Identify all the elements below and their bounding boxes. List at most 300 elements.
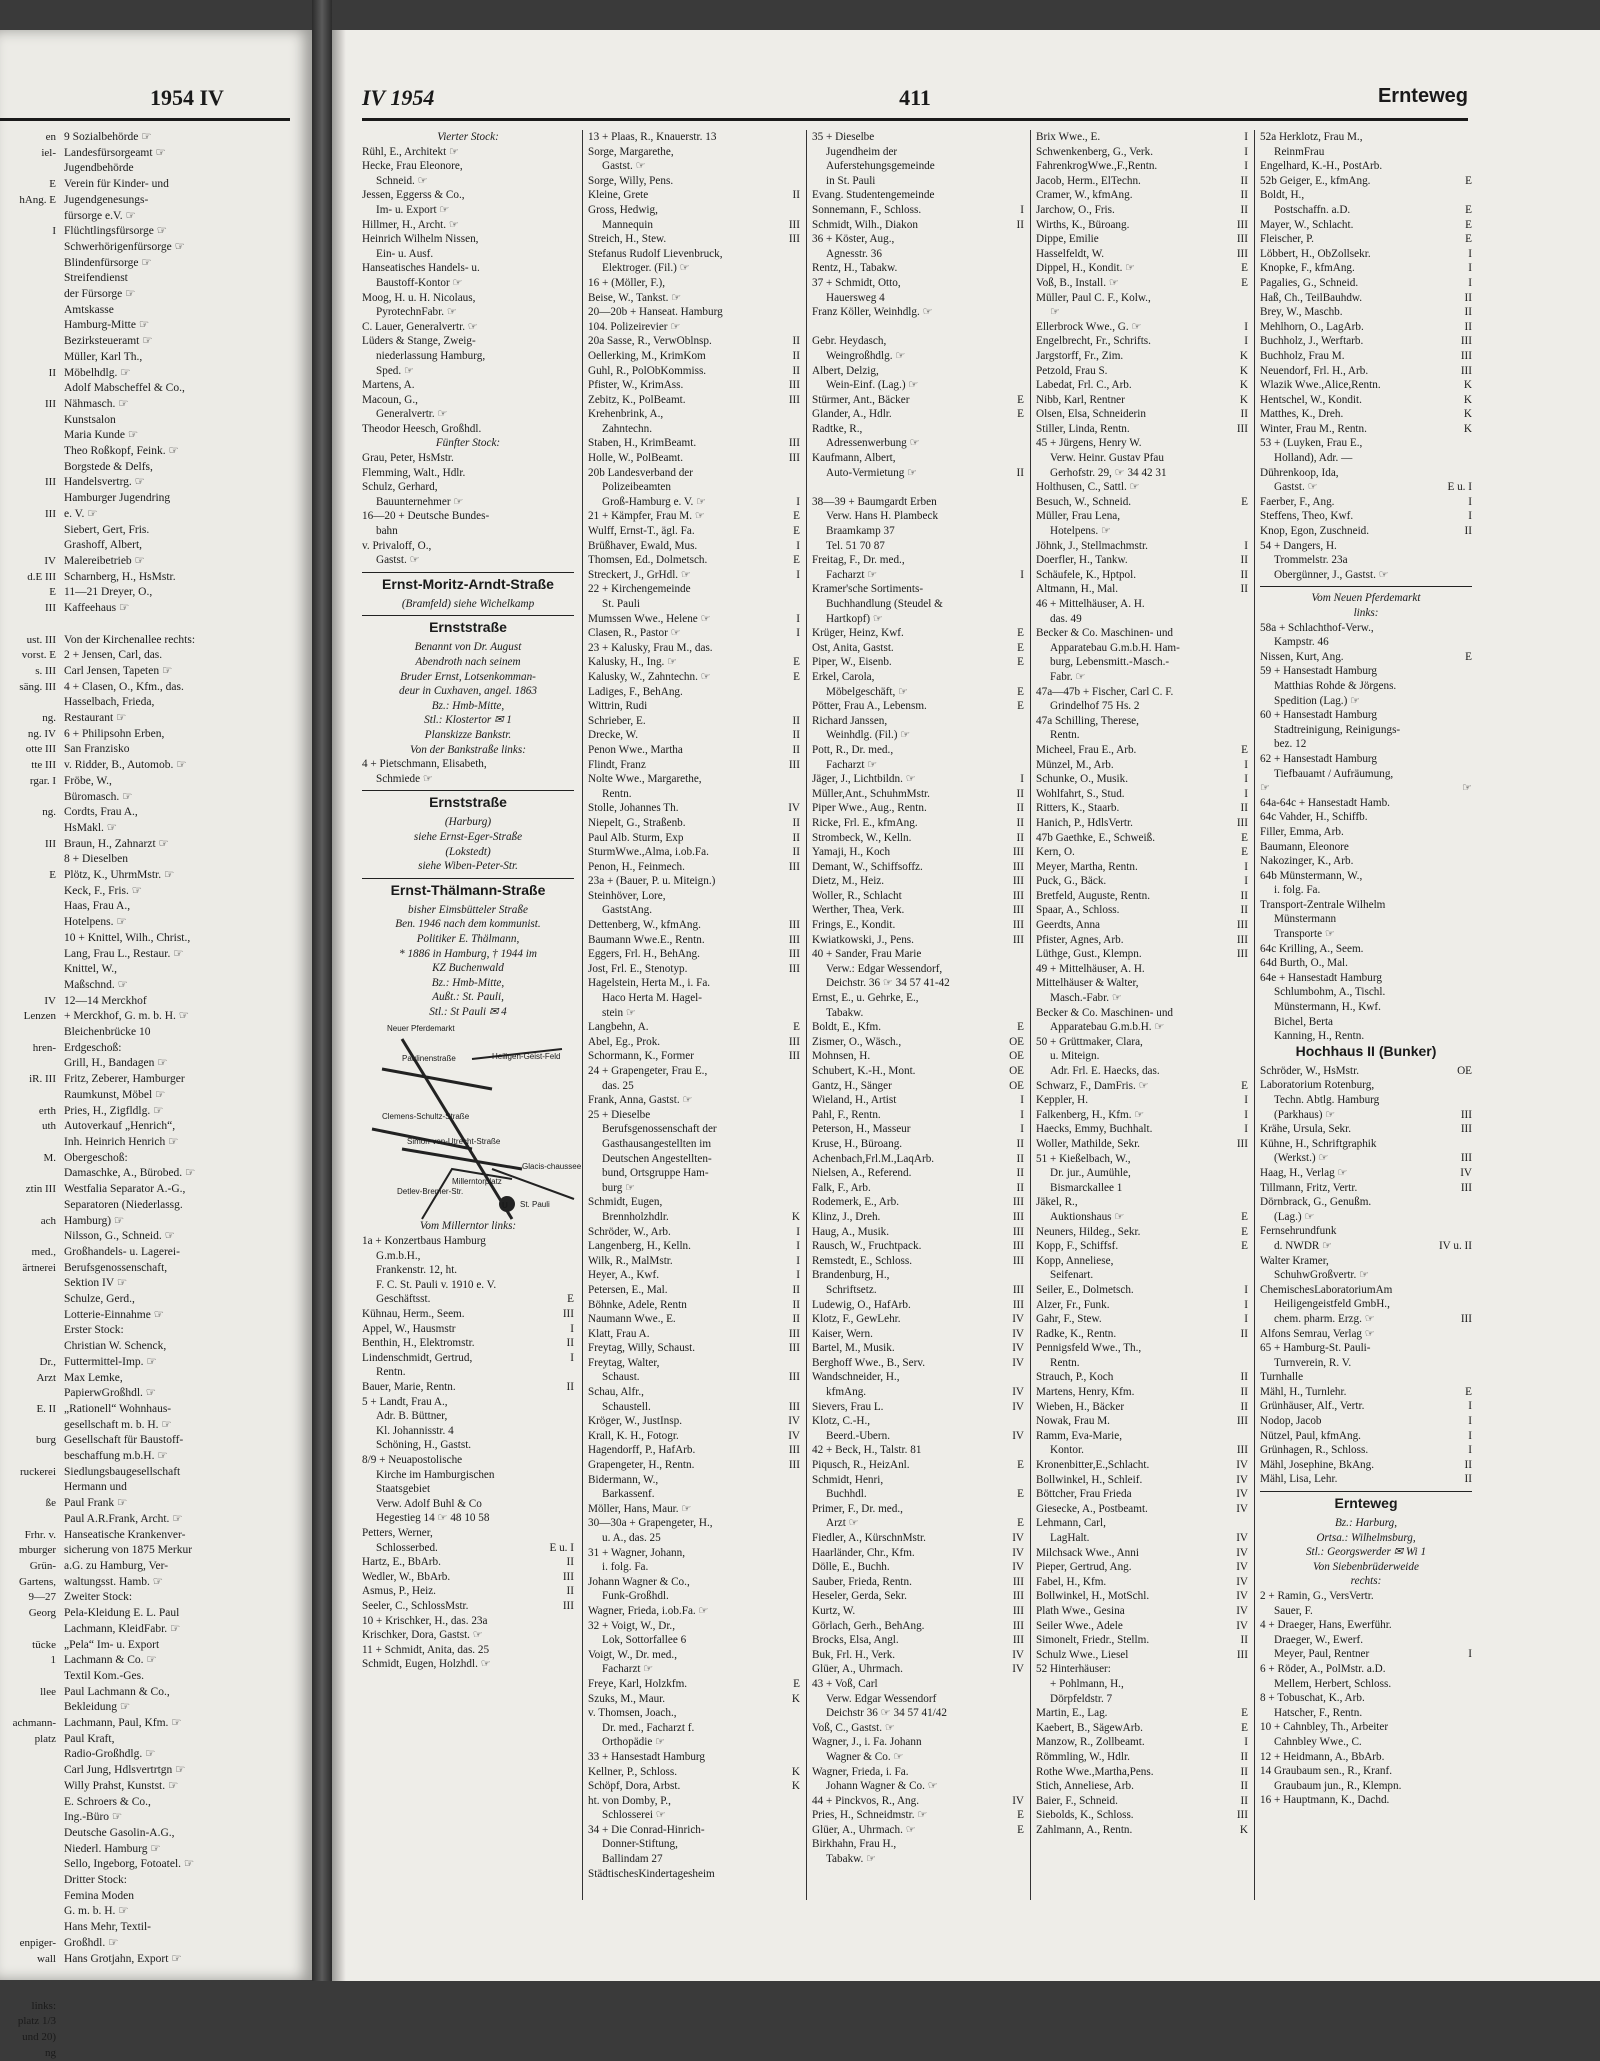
directory-entry bbox=[1260, 1064, 1472, 1079]
entry-text: Schau, Alfr., bbox=[588, 1386, 644, 1399]
directory-entry bbox=[812, 1268, 1024, 1283]
directory-entry bbox=[1036, 1166, 1248, 1181]
floor-marker: I bbox=[1244, 1108, 1248, 1121]
entry-text: Siebolds, K., Schloss. bbox=[1036, 1809, 1134, 1822]
floor-marker: III bbox=[788, 1400, 800, 1413]
entry-text: Wandschneider, H., bbox=[812, 1371, 900, 1384]
floor-marker: E bbox=[1241, 495, 1248, 508]
entry-text: Micheel, Frau E., Arb. bbox=[1036, 743, 1137, 756]
margin-fragment bbox=[0, 381, 56, 397]
directory-entry: 8 + Dieselben bbox=[64, 853, 128, 866]
floor-marker: IV bbox=[788, 1429, 800, 1442]
directory-entry bbox=[362, 422, 574, 437]
entry-text: Geschäftsst. bbox=[376, 1293, 431, 1306]
floor-marker: III bbox=[788, 1327, 800, 1340]
directory-entry bbox=[1036, 743, 1248, 758]
directory-entry bbox=[812, 845, 1024, 860]
entry-text: Eggers, Frl. H., BehAng. bbox=[588, 948, 700, 961]
entry-text: Sonnemann, F., Schloss. bbox=[812, 203, 922, 216]
entry-text: Radke, K., Rentn. bbox=[1036, 1327, 1117, 1340]
entry-text: Grapengeter, H., Rentn. bbox=[588, 1459, 695, 1472]
floor-marker: III bbox=[788, 919, 800, 932]
floor-marker: I bbox=[796, 1225, 800, 1238]
directory-entry bbox=[812, 1429, 1024, 1444]
floor-marker: III bbox=[788, 1371, 800, 1384]
map-street bbox=[402, 1149, 522, 1169]
directory-entry bbox=[588, 1546, 800, 1561]
floor-marker: E bbox=[793, 656, 800, 669]
entry-text: Arzt ☞ bbox=[826, 1517, 859, 1530]
directory-entry bbox=[1260, 1691, 1472, 1706]
entry-text: Kruse, H., Büroang. bbox=[812, 1137, 903, 1150]
entry-text: 24 + Grapengeter, Frau E., bbox=[588, 1065, 708, 1077]
entry-text: Schmidt, Wilh., Diakon bbox=[812, 218, 918, 231]
directory-entry bbox=[812, 1531, 1024, 1546]
entry-text: Streich, H., Stew. bbox=[588, 233, 667, 246]
directory-entry bbox=[362, 378, 574, 393]
entry-text: Glüer, A., Uhrmach. ☞ bbox=[812, 1823, 916, 1836]
directory-entry bbox=[588, 1677, 800, 1692]
directory-entry bbox=[812, 1370, 1024, 1385]
margin-fragment bbox=[0, 884, 56, 900]
directory-entry bbox=[812, 1852, 1024, 1867]
entry-text: Schaust. bbox=[602, 1371, 640, 1384]
directory-entry bbox=[812, 1327, 1024, 1342]
entry-text: Verw. Edgar Wessendorf bbox=[826, 1692, 937, 1705]
directory-entry bbox=[1260, 1720, 1472, 1735]
entry-text: ☞ bbox=[1050, 306, 1061, 319]
entry-text: Kleine, Grete bbox=[588, 189, 649, 202]
directory-entry bbox=[1036, 1443, 1248, 1458]
directory-entry bbox=[362, 1511, 574, 1526]
entry-text: Pahl, F., Rentn. bbox=[812, 1108, 881, 1121]
section-divider bbox=[362, 572, 574, 573]
entry-text: 64e + Hansestadt Hamburg bbox=[1260, 971, 1382, 984]
directory-entry: Siebert, Gert, Fris. bbox=[64, 523, 150, 536]
street-note bbox=[362, 699, 574, 714]
directory-entry bbox=[1036, 1808, 1248, 1823]
directory-entry: Raumkunst, Möbel ☞ bbox=[64, 1088, 166, 1101]
margin-fragment bbox=[0, 1135, 56, 1151]
map-label: Glacis-chaussee bbox=[522, 1162, 582, 1172]
entry-text: Kwiatkowski, J., Pens. bbox=[812, 933, 914, 946]
entry-text: Mähl, H., Turnlehr. bbox=[1260, 1385, 1347, 1398]
directory-entry bbox=[588, 232, 800, 247]
entry-text: rechts: bbox=[1350, 1575, 1382, 1588]
directory-entry bbox=[588, 655, 800, 670]
directory-entry bbox=[1260, 883, 1472, 898]
directory-entry bbox=[588, 816, 800, 831]
directory-entry bbox=[1036, 1502, 1248, 1517]
directory-entry bbox=[1260, 1122, 1472, 1137]
entry-text: ReinmFrau bbox=[1274, 145, 1325, 158]
entry-text: Paul Alb. Sturm, Exp bbox=[588, 831, 684, 844]
directory-entry bbox=[588, 378, 800, 393]
directory-entry bbox=[588, 1064, 800, 1079]
directory-entry: fürsorge e.V. ☞ bbox=[64, 209, 136, 222]
entry-text: Penon Wwe., Martha bbox=[588, 743, 683, 756]
directory-entry bbox=[812, 612, 1024, 627]
header-year: IV 1954 bbox=[362, 85, 435, 110]
margin-fragment: tte III bbox=[31, 759, 56, 772]
floor-marker: II bbox=[792, 846, 800, 859]
directory-entry bbox=[1036, 524, 1248, 539]
directory-entry: Lang, Frau L., Restaur. ☞ bbox=[64, 947, 184, 960]
directory-entry bbox=[362, 291, 574, 306]
directory-entry bbox=[812, 1312, 1024, 1327]
entry-text: Kontor. bbox=[1050, 1444, 1084, 1457]
directory-entry bbox=[1036, 933, 1248, 948]
entry-text: PyrotechnFabr. ☞ bbox=[376, 306, 457, 319]
entry-text: Tabakw. bbox=[826, 1006, 864, 1019]
entry-text: Schäufele, K., Hptpol. bbox=[1036, 568, 1137, 581]
directory-entry bbox=[1260, 1108, 1472, 1123]
entry-text: Nowak, Frau M. bbox=[1036, 1415, 1110, 1428]
floor-marker: III bbox=[1012, 875, 1024, 888]
entry-text: Wagner & Co. ☞ bbox=[826, 1750, 904, 1763]
floor-marker: IV bbox=[1012, 1429, 1024, 1442]
directory-entry bbox=[812, 480, 1024, 495]
directory-entry: 2 + Jensen, Carl, das. bbox=[64, 649, 163, 662]
directory-entry bbox=[1260, 1604, 1472, 1619]
entry-text: Nielsen, A., Referend. bbox=[812, 1167, 912, 1180]
entry-text: Stolle, Johannes Th. bbox=[588, 802, 679, 815]
directory-entry bbox=[812, 291, 1024, 306]
entry-text: in St. Pauli bbox=[826, 174, 876, 187]
street-note bbox=[1260, 606, 1472, 621]
entry-text: Verw. Heinr. Gustav Pfau bbox=[1050, 452, 1164, 465]
directory-entry bbox=[1036, 816, 1248, 831]
floor-marker: IV bbox=[788, 802, 800, 815]
directory-entry: Niederl. Hamburg ☞ bbox=[64, 1842, 161, 1855]
directory-entry bbox=[812, 1254, 1024, 1269]
directory-entry: Gesellschaft für Baustoff- bbox=[64, 1434, 184, 1447]
entry-text: Tillmann, Fritz, Vertr. bbox=[1260, 1181, 1358, 1194]
directory-entry: Hasselbach, Frieda, bbox=[64, 696, 155, 709]
entry-text: Wohlfahrt, S., Stud. bbox=[1036, 787, 1125, 800]
entry-text: 10 + Krischker, H., das. 23a bbox=[362, 1614, 488, 1627]
directory-entry bbox=[588, 1298, 800, 1313]
directory-entry: Verein für Kinder- und bbox=[64, 178, 169, 191]
entry-text: Fernsehrundfunk bbox=[1260, 1225, 1337, 1238]
entry-text: siehe Wiben-Peter-Str. bbox=[418, 860, 518, 873]
directory-entry: Paul A.R.Frank, Archt. ☞ bbox=[64, 1512, 183, 1525]
directory-entry bbox=[588, 1239, 800, 1254]
entry-text: 54 + Dangers, H. bbox=[1260, 539, 1337, 552]
floor-marker: III bbox=[1012, 904, 1024, 917]
directory-entry: Kunstsalon bbox=[64, 413, 116, 426]
entry-text: Klatt, Frau A. bbox=[588, 1327, 650, 1340]
directory-entry bbox=[588, 699, 800, 714]
floor-marker: I bbox=[796, 612, 800, 625]
directory-entry bbox=[1036, 831, 1248, 846]
margin-fragment bbox=[0, 1669, 56, 1685]
floor-marker: E bbox=[1465, 1385, 1472, 1398]
directory-entry bbox=[1260, 378, 1472, 393]
directory-entry: Kaffeehaus ☞ bbox=[64, 602, 130, 615]
entry-text: Gastst. ☞ bbox=[1274, 481, 1318, 494]
street-heading bbox=[362, 577, 574, 597]
entry-text: Simonelt, Friedr., Stellm. bbox=[1036, 1634, 1150, 1647]
entry-text: Ein- u. Ausf. bbox=[376, 247, 434, 260]
entry-text: Pries, H., Schneidmstr. ☞ bbox=[812, 1809, 928, 1822]
margin-fragment bbox=[0, 1983, 56, 1999]
entry-text: Achenbach,Frl.M.,LaqArb. bbox=[812, 1152, 935, 1165]
entry-text: 65 + Hamburg-St. Pauli- bbox=[1260, 1342, 1371, 1355]
floor-marker: E bbox=[1017, 685, 1024, 698]
directory-entry: Dritter Stock: bbox=[64, 1874, 127, 1887]
entry-text: Schriftsetz. bbox=[826, 1283, 877, 1296]
entry-text: Gerhofstr. 29, ☞ 34 42 31 bbox=[1050, 466, 1167, 479]
margin-fragment bbox=[0, 1025, 56, 1041]
directory-entry: Ing.-Büro ☞ bbox=[64, 1811, 123, 1824]
directory-entry bbox=[1260, 305, 1472, 320]
directory-entry bbox=[812, 889, 1024, 904]
floor-marker: III bbox=[788, 393, 800, 406]
floor-marker: III bbox=[788, 1342, 800, 1355]
directory-entry bbox=[1036, 349, 1248, 364]
directory-entry: Paul Lachmann & Co., bbox=[64, 1685, 170, 1698]
directory-entry: der Fürsorge ☞ bbox=[64, 288, 136, 301]
directory-entry: Pela-Kleidung E. L. Paul bbox=[64, 1607, 180, 1620]
entry-text: Olsen, Elsa, Schneiderin bbox=[1036, 408, 1146, 421]
directory-entry bbox=[1260, 1706, 1472, 1721]
entry-text: StädtischesKindertagesheim bbox=[588, 1867, 715, 1880]
directory-entry bbox=[812, 831, 1024, 846]
directory-column-1 bbox=[362, 130, 582, 1672]
floor-marker: I bbox=[1244, 1298, 1248, 1311]
entry-text: Mähl, Lisa, Lehr. bbox=[1260, 1473, 1338, 1486]
entry-text: Flindt, Franz bbox=[588, 758, 646, 771]
directory-entry bbox=[588, 728, 800, 743]
right-page bbox=[332, 30, 1600, 1981]
floor-marker: IV bbox=[1012, 1561, 1024, 1574]
entry-text: Trommelstr. 23a bbox=[1274, 554, 1348, 567]
entry-text: Böttcher, Frau Frieda bbox=[1036, 1488, 1132, 1501]
margin-fragment bbox=[0, 1795, 56, 1811]
floor-marker: K bbox=[1463, 422, 1472, 435]
directory-entry bbox=[812, 1079, 1024, 1094]
floor-marker: OE bbox=[1009, 1065, 1024, 1077]
entry-text: Wilk, R., MalMstr. bbox=[588, 1254, 673, 1267]
directory-entry bbox=[1260, 480, 1472, 495]
entry-text: Von Siebenbrüderweide bbox=[1313, 1560, 1419, 1573]
entry-text: Schmiede ☞ bbox=[376, 772, 433, 785]
directory-entry: Braun, H., Zahnarzt ☞ bbox=[64, 837, 169, 850]
entry-text: 23 + Kalusky, Frau M., das. bbox=[588, 641, 713, 654]
directory-entry: Westfalia Separator A.-G., bbox=[64, 1183, 186, 1196]
directory-entry bbox=[588, 1195, 800, 1210]
entry-text: Freytag, Willy, Schaust. bbox=[588, 1342, 696, 1355]
directory-entry bbox=[1036, 903, 1248, 918]
margin-fragment bbox=[0, 1826, 56, 1842]
entry-text: Zebitz, K., PolBeamt. bbox=[588, 393, 686, 406]
entry-text: Schwarz, F., DamFris. ☞ bbox=[1036, 1079, 1149, 1092]
directory-entry bbox=[812, 1385, 1024, 1400]
entry-text: 8/9 + Neuapostolische bbox=[362, 1453, 463, 1466]
directory-entry bbox=[1260, 524, 1472, 539]
margin-fragment: enpiger- bbox=[19, 1936, 56, 1949]
directory-entry bbox=[588, 1181, 800, 1196]
entry-text: Gantz, H., Sänger bbox=[812, 1079, 892, 1092]
directory-entry: Radio-Großhdlg. ☞ bbox=[64, 1748, 156, 1761]
street-heading bbox=[362, 795, 574, 815]
entry-text: Filler, Emma, Arb. bbox=[1260, 825, 1344, 838]
directory-entry bbox=[588, 1487, 800, 1502]
floor-marker: III bbox=[1460, 1181, 1472, 1194]
floor-marker: E bbox=[1241, 262, 1248, 275]
floor-marker: III bbox=[1012, 1575, 1024, 1588]
directory-entry bbox=[588, 159, 800, 174]
directory-entry bbox=[1036, 422, 1248, 437]
margin-fragment: Frhr. v. bbox=[24, 1528, 56, 1541]
entry-text: Dippel, H., Kondit. ☞ bbox=[1036, 262, 1136, 275]
directory-entry bbox=[812, 436, 1024, 451]
directory-entry: Grill, H., Bandagen ☞ bbox=[64, 1057, 168, 1070]
entry-text: Flemming, Walt., Hdlr. bbox=[362, 466, 466, 479]
entry-text: 20b Landesverband der bbox=[588, 466, 693, 479]
floor-marker: II bbox=[1016, 816, 1024, 829]
entry-text: 16—20 + Deutsche Bundes- bbox=[362, 510, 490, 523]
directory-entry: Handelsvertrg. ☞ bbox=[64, 476, 145, 489]
entry-text: Sauber, Frieda, Rentn. bbox=[812, 1575, 912, 1588]
entry-text: Peterson, H., Masseur bbox=[812, 1123, 911, 1136]
entry-text: Rentn. bbox=[602, 787, 632, 800]
directory-entry bbox=[1260, 495, 1472, 510]
directory-entry bbox=[362, 1380, 574, 1395]
directory-entry bbox=[1036, 1692, 1248, 1707]
directory-entry bbox=[812, 743, 1024, 758]
directory-entry bbox=[1036, 130, 1248, 145]
entry-text: Piper, W., Eisenb. bbox=[812, 656, 892, 669]
map-label: Paulinenstraße bbox=[402, 1054, 456, 1064]
directory-entry bbox=[1260, 1589, 1472, 1604]
directory-entry bbox=[588, 1006, 800, 1021]
entry-text: 104. Polizeirevier ☞ bbox=[588, 320, 681, 333]
entry-text: Planskizze Bankstr. bbox=[424, 728, 512, 741]
directory-entry: Fröbe, W., bbox=[64, 774, 112, 787]
margin-fragment: mburger bbox=[18, 1544, 56, 1557]
floor-marker: E bbox=[793, 1677, 800, 1690]
directory-entry bbox=[1260, 261, 1472, 276]
entry-text: Theodor Heesch, Großhdl. bbox=[362, 422, 482, 435]
entry-text: Schröder, W., HsMstr. bbox=[1260, 1064, 1359, 1077]
directory-entry bbox=[362, 1643, 574, 1658]
directory-entry bbox=[812, 261, 1024, 276]
directory-entry bbox=[1036, 1093, 1248, 1108]
entry-text: bez. 12 bbox=[1274, 738, 1307, 751]
entry-text: Nützel, Paul, kfmAng. bbox=[1260, 1429, 1361, 1442]
entry-text: Schmidt, Eugen, bbox=[588, 1196, 663, 1209]
directory-entry bbox=[588, 1268, 800, 1283]
entry-text: Bz.: Hmb-Mitte, bbox=[431, 976, 505, 989]
margin-fragment: ztin III bbox=[25, 1183, 56, 1196]
floor-marker: II bbox=[792, 364, 800, 377]
directory-entry bbox=[588, 962, 800, 977]
directory-entry bbox=[812, 787, 1024, 802]
directory-entry bbox=[1036, 1400, 1248, 1415]
directory-entry bbox=[1036, 889, 1248, 904]
margin-fragment: rgar. I bbox=[29, 774, 56, 787]
floor-marker: K bbox=[1239, 379, 1248, 392]
directory-entry bbox=[362, 757, 574, 772]
directory-entry: gesellschaft m. b. H. ☞ bbox=[64, 1418, 172, 1431]
entry-text: Langenberg, H., Kelln. bbox=[588, 1240, 691, 1253]
entry-text: 38—39 + Baumgardt Erben bbox=[812, 495, 937, 508]
directory-entry bbox=[588, 1429, 800, 1444]
directory-entry bbox=[588, 947, 800, 962]
floor-marker: IV bbox=[1236, 1575, 1248, 1588]
directory-entry bbox=[362, 1584, 574, 1599]
directory-entry bbox=[812, 145, 1024, 160]
directory-entry bbox=[812, 962, 1024, 977]
street-note bbox=[1260, 1531, 1472, 1546]
directory-entry bbox=[812, 1239, 1024, 1254]
directory-entry: 4 + Clasen, O., Kfm., das. bbox=[64, 680, 184, 693]
street-note bbox=[362, 947, 574, 962]
entry-text: Knop, Egon, Zuschneid. bbox=[1260, 525, 1370, 538]
directory-entry: G. m. b. H. ☞ bbox=[64, 1905, 129, 1918]
entry-text: Fiedler, A., KürschnMstr. bbox=[812, 1532, 926, 1544]
entry-text: Haarländer, Chr., Kfm. bbox=[812, 1546, 915, 1559]
entry-text: Ladiges, F., BehAng. bbox=[588, 685, 683, 698]
entry-text: Zahntechn. bbox=[602, 422, 653, 435]
floor-marker: E bbox=[793, 510, 800, 523]
entry-text: Sped. ☞ bbox=[376, 364, 414, 377]
directory-entry: Haas, Frau A., bbox=[64, 900, 131, 913]
margin-fragment bbox=[0, 1323, 56, 1339]
directory-entry bbox=[812, 524, 1024, 539]
entry-text: Vom Neuen Pferdemarkt bbox=[1311, 592, 1421, 605]
floor-marker: III bbox=[1012, 1590, 1024, 1603]
entry-text: Bz.: Hmb-Mitte, bbox=[431, 699, 505, 712]
margin-fragment: Arzt bbox=[36, 1371, 56, 1384]
entry-text: Hartz, E., BbArb. bbox=[362, 1556, 441, 1569]
floor-marker: IV bbox=[1460, 1166, 1472, 1179]
entry-text: Pieper, Gertrud, Ang. bbox=[1036, 1561, 1132, 1574]
directory-entry: Hans Grotjahn, Export ☞ bbox=[64, 1952, 182, 1965]
entry-text: Schlumbohm, A., Tischl. bbox=[1274, 986, 1386, 999]
margin-fragment: III bbox=[45, 397, 56, 410]
floor-marker: K bbox=[1239, 1823, 1248, 1836]
floor-marker: III bbox=[1236, 1415, 1248, 1428]
entry-text: Werther, Thea, Verk. bbox=[812, 904, 905, 917]
floor-marker: I bbox=[1020, 203, 1024, 216]
directory-entry bbox=[812, 655, 1024, 670]
directory-entry bbox=[1036, 1108, 1248, 1123]
floor-marker: I bbox=[796, 1269, 800, 1282]
directory-entry bbox=[1036, 436, 1248, 451]
directory-entry bbox=[362, 1482, 574, 1497]
directory-entry bbox=[1036, 1546, 1248, 1561]
floor-marker: II bbox=[1240, 889, 1248, 902]
entry-text: Masch.-Fabr. ☞ bbox=[1050, 992, 1122, 1005]
entry-text: Holland), Adr. — bbox=[1274, 452, 1353, 465]
entry-text: Münstermann bbox=[1274, 913, 1337, 926]
entry-text: Buchhandlung (Steudel & bbox=[826, 598, 943, 610]
floor-marker: E bbox=[793, 670, 800, 683]
entry-text: Pfister, Agnes, Arb. bbox=[1036, 933, 1124, 946]
entry-text: Neuendorf, Frl. H., Arb. bbox=[1260, 364, 1369, 377]
entry-text: Dettenberg, W., kfmAng. bbox=[588, 919, 701, 932]
margin-fragment bbox=[0, 1779, 56, 1795]
margin-fragment bbox=[0, 240, 56, 256]
directory-entry bbox=[1260, 1458, 1472, 1473]
entry-text: 47b Gaethke, E., Schweiß. bbox=[1036, 831, 1155, 844]
entry-text: Heyer, A., Kwf. bbox=[588, 1269, 660, 1282]
map-label: Heiligen-Geist-Feld bbox=[492, 1052, 561, 1062]
floor-marker: IV bbox=[1012, 1532, 1024, 1544]
